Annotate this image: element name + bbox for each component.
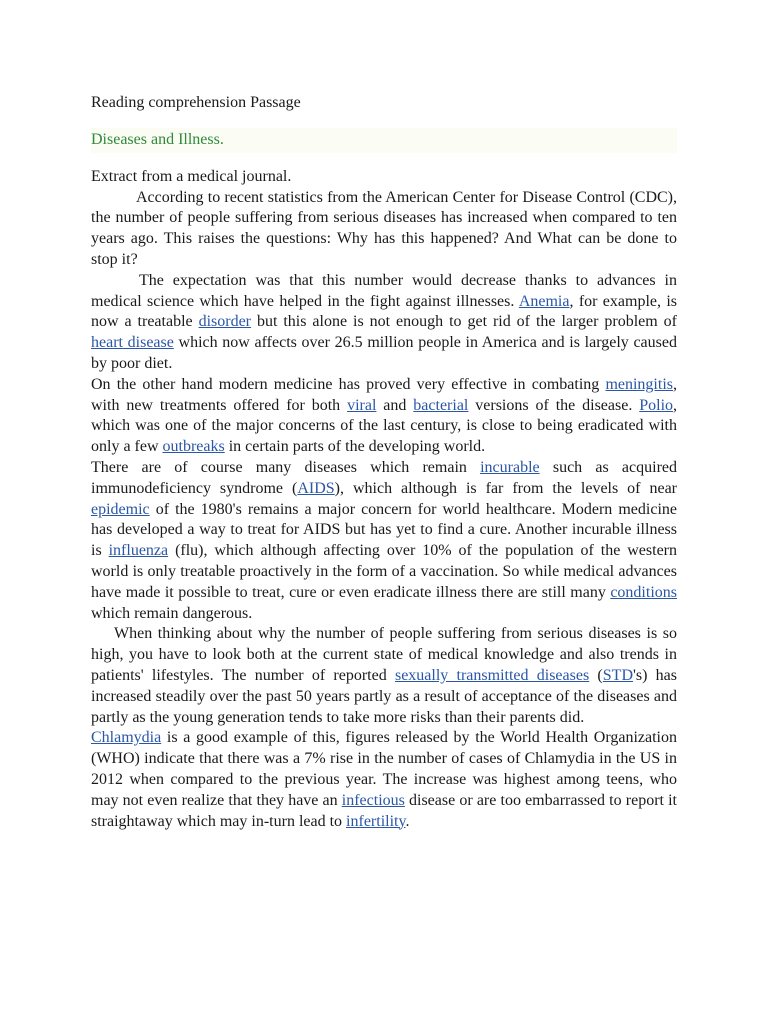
paragraph-4: There are of course many diseases which remain incurable such as acquired immunodeficiency syndrome (AIDS), which although is far from the levels of near epidemic of the 1980's remains a major concern for world healthcare. Modern medicine has developed a way to treat for AIDS but has yet to find a cure. Another incurable illness is influenza (flu), which although affecting over 10% of the population of the western world is only treatable proactively in the form of a vaccination. So while medical advances have made it possible to treat, cure or even eradicate illness there are still many conditions which remain dangerous.	[91, 458, 678, 622]
link-disorder[interactable]: disorder	[198, 313, 252, 331]
link-meningitis[interactable]: meningitis	[605, 375, 673, 393]
paragraph-6: Chlamydia is a good example of this, figures released by the World Health Organization (WHO) indicate that there was a 7% rise in the number of cases of Chlamydia in the US in 2012 when compared to the previous year. The increase was highest among teens, who may not even realize that they have an infectious disease or are too embarrassed to report it straightaway which may in-turn lead to infertility.	[91, 729, 677, 830]
link-infertility[interactable]: infertility	[346, 812, 406, 830]
section-heading-bar	[91, 128, 677, 153]
passage-body	[91, 93, 677, 832]
link-outbreaks[interactable]: outbreaks	[162, 438, 225, 456]
link-heart-disease[interactable]: heart disease	[91, 334, 174, 352]
link-incurable[interactable]: incurable	[480, 458, 540, 476]
link-polio[interactable]: Polio	[639, 396, 674, 414]
paragraph-5: When thinking about why the number of people suffering from serious diseases is so high, you have to look both at the current state of medical knowledge and also trends in patients' lifestyles. The number of reported sexually transmitted diseases (STD's) has increased steadily over the past 50 years partly as a result of acceptance of the diseases and partly as the young generation tends to take more risks than their parents did.	[91, 625, 678, 726]
link-aids[interactable]: AIDS	[297, 479, 335, 497]
link-sexually-transmitted-diseases[interactable]: sexually transmitted diseases	[394, 666, 590, 684]
link-chlamydia[interactable]: Chlamydia	[91, 729, 162, 747]
link-viral[interactable]: viral	[347, 396, 377, 414]
link-influenza[interactable]: influenza	[108, 542, 169, 560]
paragraph-1: According to recent statistics from the American Center for Disease Control (CDC), the number of people suffering from serious diseases has increased when compared to ten years ago. This raises the questions: Why has this happened? And What can be done to stop it?	[91, 188, 677, 268]
link-infectious[interactable]: infectious	[341, 791, 405, 809]
intro-line: Extract from a medical journal.	[91, 167, 292, 185]
paragraph-2: The expectation was that this number would decrease thanks to advances in medical science which have helped in the fight against illnesses. Anemia, for example, is now a treatable disorder but this alone is not enough to get rid of the larger problem of heart disease which now affects over 26.5 million people in America and is largely caused by poor diet.	[91, 271, 678, 372]
link-anemia[interactable]: Anemia	[518, 292, 570, 310]
page-title: Reading comprehension Passage	[91, 94, 301, 111]
link-bacterial[interactable]: bacterial	[413, 396, 469, 414]
link-epidemic[interactable]: epidemic	[91, 500, 150, 518]
paragraph-3: On the other hand modern medicine has proved very effective in combating meningitis, with new treatments offered for both viral and bacterial versions of the disease. Polio, which was one of the major concerns of the last century, is close to being eradicated with only a few outbreaks in certain parts of the developing world.	[91, 375, 678, 456]
link-std[interactable]: STD	[602, 666, 633, 684]
section-heading: Diseases and Illness.	[91, 130, 224, 148]
link-conditions[interactable]: conditions	[610, 583, 677, 601]
